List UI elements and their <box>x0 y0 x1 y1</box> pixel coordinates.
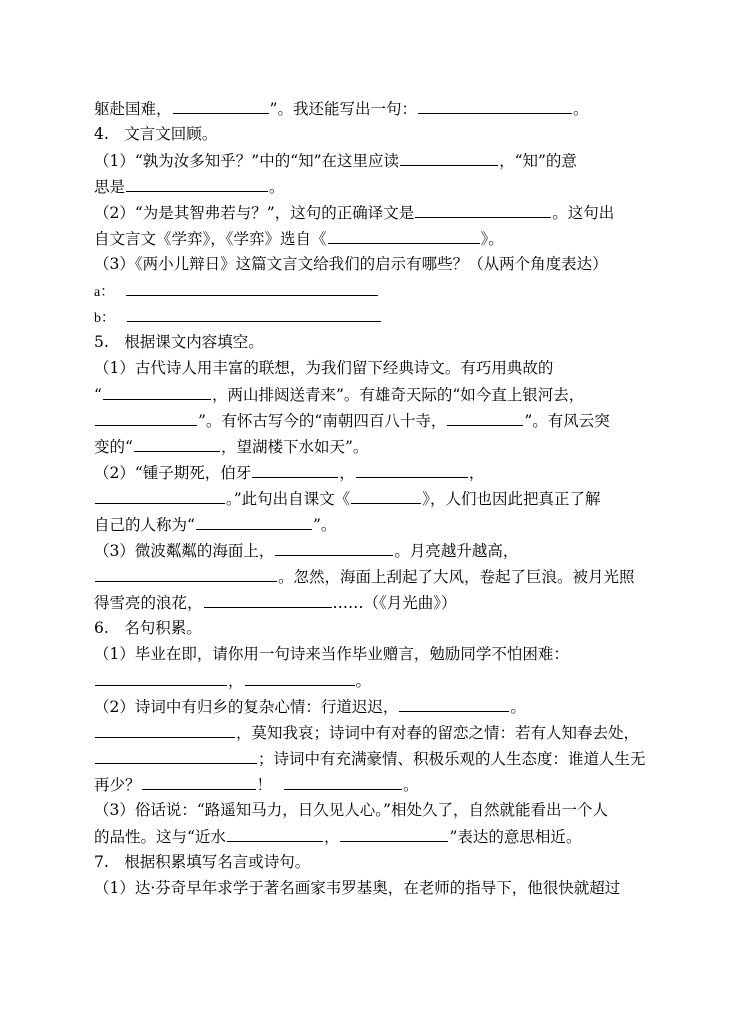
text-line: ，莫知我哀；诗词中有对春的留恋之情：若有人知春去处， <box>94 722 661 743</box>
answer-blank[interactable] <box>415 202 551 218</box>
answer-blank[interactable] <box>127 306 381 322</box>
answer-blank[interactable] <box>340 826 448 842</box>
text-line: 得雪亮的浪花， ……（《月光曲》） <box>94 594 457 612</box>
text-line: 变的“ ，望湖楼下水如天”。 <box>94 438 369 456</box>
text-line: 。”此句出自课文《 》，人们也因此把真正了解 <box>94 488 661 509</box>
text-line: 的品性。这与“近水 ， ”表达的意思相近。 <box>94 828 582 846</box>
text-line: ”。有怀古写今的“南朝四百八十寺， ”。有风云突 <box>94 410 661 431</box>
answer-blank[interactable] <box>227 826 323 842</box>
text-line: （1）“孰为汝多知乎？”中的“知”在这里应读 ，“知”的意 <box>94 152 577 170</box>
text-line: （1）古代诗人用丰富的联想，为我们留下经典诗文。有巧用典故的 <box>94 359 554 377</box>
answer-blank[interactable] <box>103 384 211 400</box>
text-line: ；诗词中有充满豪情、积极乐观的人生态度：谁道人生无 <box>94 748 661 769</box>
answer-blank[interactable] <box>95 488 225 504</box>
answer-blank[interactable] <box>252 462 338 478</box>
answer-blank[interactable] <box>173 98 269 114</box>
answer-blank[interactable] <box>95 410 197 426</box>
text-line: （2）诗词中有归乡的复杂心情：行道迟迟， 。 <box>94 698 526 716</box>
text-line: 躯赴国难， ”。我还能写出一句： 。 <box>94 100 589 118</box>
text-line: ， 。 <box>94 670 661 691</box>
text-line: 再少？ ！ 。 <box>94 776 419 794</box>
answer-blank[interactable] <box>400 150 498 166</box>
text-line: 。忽然，海面上刮起了大风，卷起了巨浪。被月光照 <box>94 566 661 587</box>
answer-blank[interactable] <box>196 514 312 530</box>
text-line: （3）《两小儿辩日》这篇文言文给我们的启示有哪些？（从两个角度表达） <box>94 255 608 273</box>
text-line: （2）“锺子期死，伯牙 ， ， <box>94 464 485 482</box>
answer-blank[interactable] <box>447 410 523 426</box>
text-line: “ ，两山排闼送青来”。有雄奇天际的“如今直上银河去， <box>94 386 585 404</box>
text-line: （1）达·芬奇早年求学于著名画家韦罗基奥，在老师的指导下，他很快就超过 <box>94 879 621 897</box>
answer-blank[interactable] <box>418 98 572 114</box>
answer-blank[interactable] <box>126 176 268 192</box>
answer-blank[interactable] <box>126 280 378 296</box>
section-heading: 4. 文言文回顾。 <box>94 125 218 143</box>
text-line: 思是 。 <box>94 178 285 196</box>
answer-line-a: a： <box>94 280 661 303</box>
answer-blank[interactable] <box>95 748 257 764</box>
text-line: （3）微波粼粼的海面上， 。月亮越升越高， <box>94 542 519 560</box>
answer-blank[interactable] <box>204 592 332 608</box>
answer-blank[interactable] <box>95 722 235 738</box>
answer-blank[interactable] <box>328 228 480 244</box>
answer-line-b: b： <box>94 306 661 329</box>
text-line: （3）俗话说：“路遥知马力，日久见人心。”相处久了，自然就能看出一个人 <box>94 801 608 819</box>
answer-blank[interactable] <box>351 488 421 504</box>
answer-blank[interactable] <box>95 670 227 686</box>
answer-blank[interactable] <box>356 462 468 478</box>
answer-blank[interactable] <box>95 566 277 582</box>
answer-blank[interactable] <box>284 774 402 790</box>
answer-blank[interactable] <box>275 540 393 556</box>
section-heading: 6. 名句积累。 <box>94 619 202 637</box>
text-line: （2）“为是其智弗若与？”，这句的正确译文是 。这句出 <box>94 204 615 222</box>
answer-blank[interactable] <box>245 670 355 686</box>
answer-blank[interactable] <box>399 696 509 712</box>
text-line: 自文言文《学弈》，《学弈》选自《 》。 <box>94 230 504 248</box>
answer-blank[interactable] <box>142 774 256 790</box>
section-heading: 5. 根据课文内容填空。 <box>94 333 264 351</box>
section-heading: 7. 根据积累填写名言或诗句。 <box>94 853 311 871</box>
text-line: （1）毕业在即，请你用一句诗来当作毕业赠言，勉励同学不怕困难： <box>94 645 569 663</box>
answer-blank[interactable] <box>134 436 220 452</box>
text-line: 自己的人称为“ ”。 <box>94 516 337 534</box>
